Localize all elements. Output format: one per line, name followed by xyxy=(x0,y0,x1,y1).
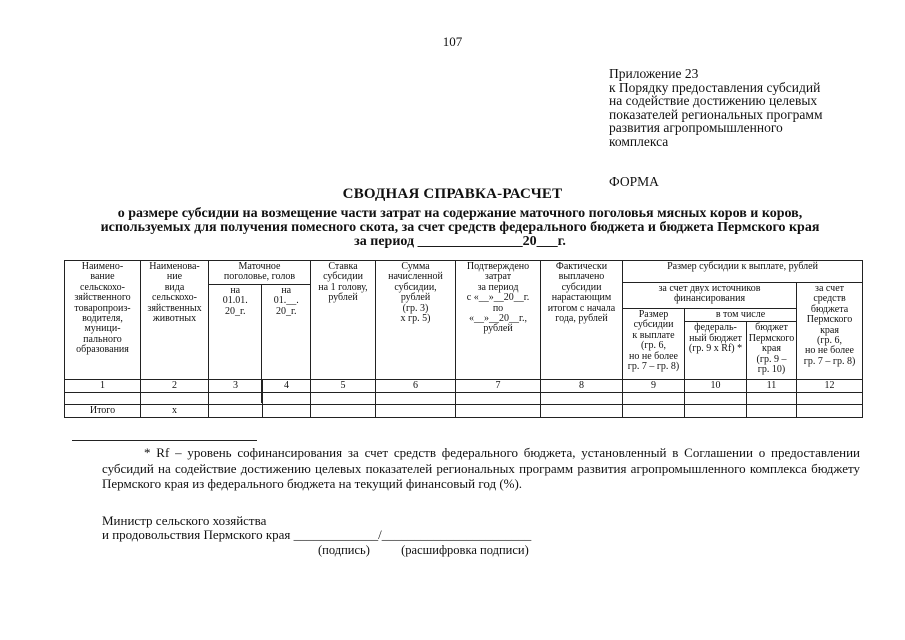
column-number: 10 xyxy=(685,380,747,393)
column-number: 11 xyxy=(747,380,797,393)
column-number: 6 xyxy=(376,380,456,393)
header-animal-type: Наименова- ние вида сельскохо- зяйственных животных xyxy=(141,261,209,380)
column-number: 7 xyxy=(456,380,541,393)
total-label: Итого xyxy=(65,405,141,418)
header-two-sources: за счет двух источников финансирования xyxy=(623,283,797,309)
column-number: 9 xyxy=(623,380,685,393)
page-number: 107 xyxy=(442,34,463,49)
subtitle-period: за период _______________20___г. xyxy=(354,234,566,249)
appendix-line: развития агропромышленного xyxy=(609,120,783,136)
footnote-divider xyxy=(72,440,257,441)
header-livestock-current: на 01.__. 20_г. xyxy=(273,284,299,317)
signature-label-sign: (подпись) xyxy=(318,543,370,557)
header-paid: Фактически выплачено субсидии нарастающим итогом с начала года, рублей xyxy=(541,261,623,380)
appendix-line: показателей региональных программ xyxy=(609,106,823,122)
header-federal: федераль- ный бюджет (гр. 9 х Rf) * xyxy=(685,322,747,380)
column-number: 1 xyxy=(65,380,141,393)
signature-line: и продовольствия Пермского края _____________/_______________________ xyxy=(102,527,532,542)
calculation-table-wrap xyxy=(64,260,862,418)
header-rate: Ставка субсидии на 1 голову, рублей xyxy=(311,261,376,380)
calculation-table xyxy=(64,260,863,418)
header-regional-only: за счет средств бюджета Пермского края (гр. 6, но не более гр. 7 – гр. 8) xyxy=(797,283,863,380)
total-row xyxy=(65,405,863,418)
appendix-line: к Порядку предоставления субсидий xyxy=(609,79,821,95)
column-number: 4 xyxy=(263,380,311,393)
header-accrued: Сумма начисленной субсидии, рублей (гр. 3) х гр. 5) xyxy=(376,261,456,380)
subtitle-line: о размере субсидии на возмещение части затрат на содержание маточного поголовья мясных коров и коров, xyxy=(117,206,803,221)
header-confirmed-costs: Подтверждено затрат за период с «__»__20__г. по «__»__20__г., рублей xyxy=(456,261,541,380)
document-title: СВОДНАЯ СПРАВКА-РАСЧЕТ xyxy=(342,186,563,202)
appendix-line: на содействие достижению целевых xyxy=(609,93,818,109)
header-producer: Наимено- вание сельскохо- зяйственного товаропроиз- водителя, муници- пального образования xyxy=(65,261,141,380)
signature-block xyxy=(102,514,602,542)
header-livestock xyxy=(209,261,311,380)
appendix-line: комплекса xyxy=(609,133,669,149)
column-number: 8 xyxy=(541,380,623,393)
header-livestock-group: Маточное поголовье, голов xyxy=(209,261,310,285)
column-number: 3 xyxy=(209,380,263,393)
column-number: 12 xyxy=(797,380,863,393)
appendix-line: Приложение 23 xyxy=(609,66,699,81)
column-number: 2 xyxy=(141,380,209,393)
signature-labels xyxy=(318,543,529,558)
footnote: * Rf – уровень софинансирования за счет средств федерального бюджета, установленный в Соглашении о предоставлении субсидий на содействие достижению целевых показателей региональных программ развития агропромышленного комплекса бюджету Пермского края из федерального бюджета на текущий финансовый год (%). xyxy=(102,445,860,492)
total-animal-type: х xyxy=(141,405,209,418)
column-number: 5 xyxy=(311,380,376,393)
form-label: ФОРМА xyxy=(609,173,659,189)
subtitle-line: используемых для получения помесного скота, за счет средств федерального бюджета и бюджета Пермского края xyxy=(100,220,820,235)
header-payout-size: Размер субсидии к выплате (гр. 6, но не более гр. 7 – гр. 8) xyxy=(623,309,685,380)
signature-label-decode: (расшифровка подписи) xyxy=(401,543,529,557)
header-regional: бюджет Пермского края (гр. 9 – гр. 10) xyxy=(747,322,797,380)
header-including: в том числе xyxy=(685,309,797,322)
header-livestock-start: на 01.01. 20_г. xyxy=(209,285,262,403)
header-payout-group: Размер субсидии к выплате, рублей xyxy=(623,261,863,283)
appendix-block xyxy=(609,67,889,188)
signature-line: Министр сельского хозяйства xyxy=(102,513,267,528)
document-subtitle xyxy=(60,207,860,249)
table-row xyxy=(65,393,863,405)
